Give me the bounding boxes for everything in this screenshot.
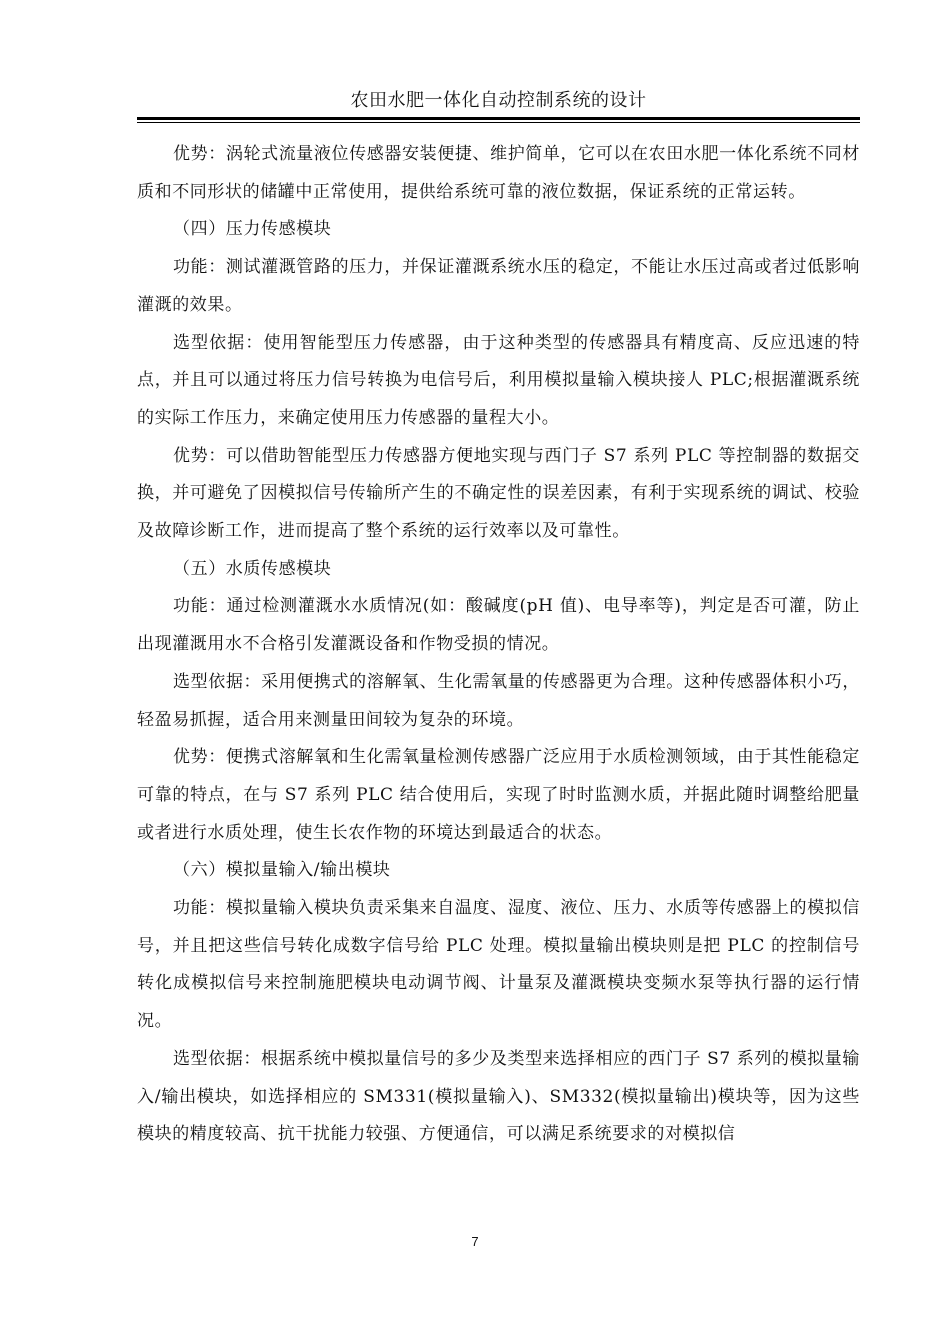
paragraph-water-quality-advantage: 优势：便携式溶解氧和生化需氧量检测传感器广泛应用于水质检测领域，由于其性能稳定可靠的特点，在与 S7 系列 PLC 结合使用后，实现了时时监测水质，并据此随时调整给肥量或者进行水质处理，使生长农作物的环境达到最适合的状态。 — [137, 747, 860, 843]
header-rule-thin — [137, 122, 860, 123]
paragraph-analog-io-selection: 选型依据：根据系统中模拟量信号的多少及类型来选择相应的西门子 S7 系列的模拟量输入/输出模块，如选择相应的 SM331(模拟量输入)、SM332(模拟量输出)模块等，因为这些模块的精度较高、抗干扰能力较强、方便通信，可以满足系统要求的对模拟信 — [137, 1048, 860, 1145]
paragraph-analog-io-function: 功能：模拟量输入模块负责采集来自温度、湿度、液位、压力、水质等传感器上的模拟信号，并且把这些信号转化成数字信号给 PLC 处理。模拟量输出模块则是把 PLC 的控制信号转化成模拟信号来控制施肥模块电动调节阀、计量泵及灌溉模块变频水泵等执行器的运行情况。 — [137, 898, 860, 1032]
section-heading-pressure: （四）压力传感模块 — [173, 219, 332, 240]
paragraph-level-sensor-advantage: 优势：涡轮式流量液位传感器安装便捷、维护简单，它可以在农田水肥一体化系统不同材质和不同形状的储罐中正常使用，提供给系统可靠的液位数据，保证系统的正常运转。 — [137, 144, 860, 202]
section-heading-analog-io: （六）模拟量输入/输出模块 — [173, 860, 391, 881]
page-number: 7 — [471, 1234, 479, 1249]
paragraph-water-quality-function: 功能：通过检测灌溉水水质情况(如：酸碱度(pH 值)、电导率等)，判定是否可灌，防止出现灌溉用水不合格引发灌溉设备和作物受损的情况。 — [137, 596, 860, 655]
running-header: 农田水肥一体化自动控制系统的设计 — [350, 90, 647, 111]
paragraph-water-quality-selection: 选型依据：采用便携式的溶解氧、生化需氧量的传感器更为合理。这种传感器体积小巧，轻盈易抓握，适合用来测量田间较为复杂的环境。 — [137, 671, 860, 730]
header-rule-thick — [137, 117, 860, 120]
body-text — [137, 136, 860, 1154]
paragraph-pressure-advantage: 优势：可以借助智能型压力传感器方便地实现与西门子 S7 系列 PLC 等控制器的数据交换，并可避免了因模拟信号传输所产生的不确定性的误差因素，有利于实现系统的调试、校验及故障诊断工作，进而提高了整个系统的运行效率以及可靠性。 — [137, 445, 860, 542]
paragraph-pressure-function: 功能：测试灌溉管路的压力，并保证灌溉系统水压的稳定，不能让水压过高或者过低影响灌溉的效果。 — [137, 257, 860, 315]
section-heading-water-quality: （五）水质传感模块 — [173, 558, 332, 579]
paragraph-pressure-selection: 选型依据：使用智能型压力传感器，由于这种类型的传感器具有精度高、反应迅速的特点，并且可以通过将压力信号转换为电信号后，利用模拟量输入模块接人 PLC;根据灌溉系统的实际工作压力，来确定使用压力传感器的量程大小。 — [137, 332, 860, 428]
